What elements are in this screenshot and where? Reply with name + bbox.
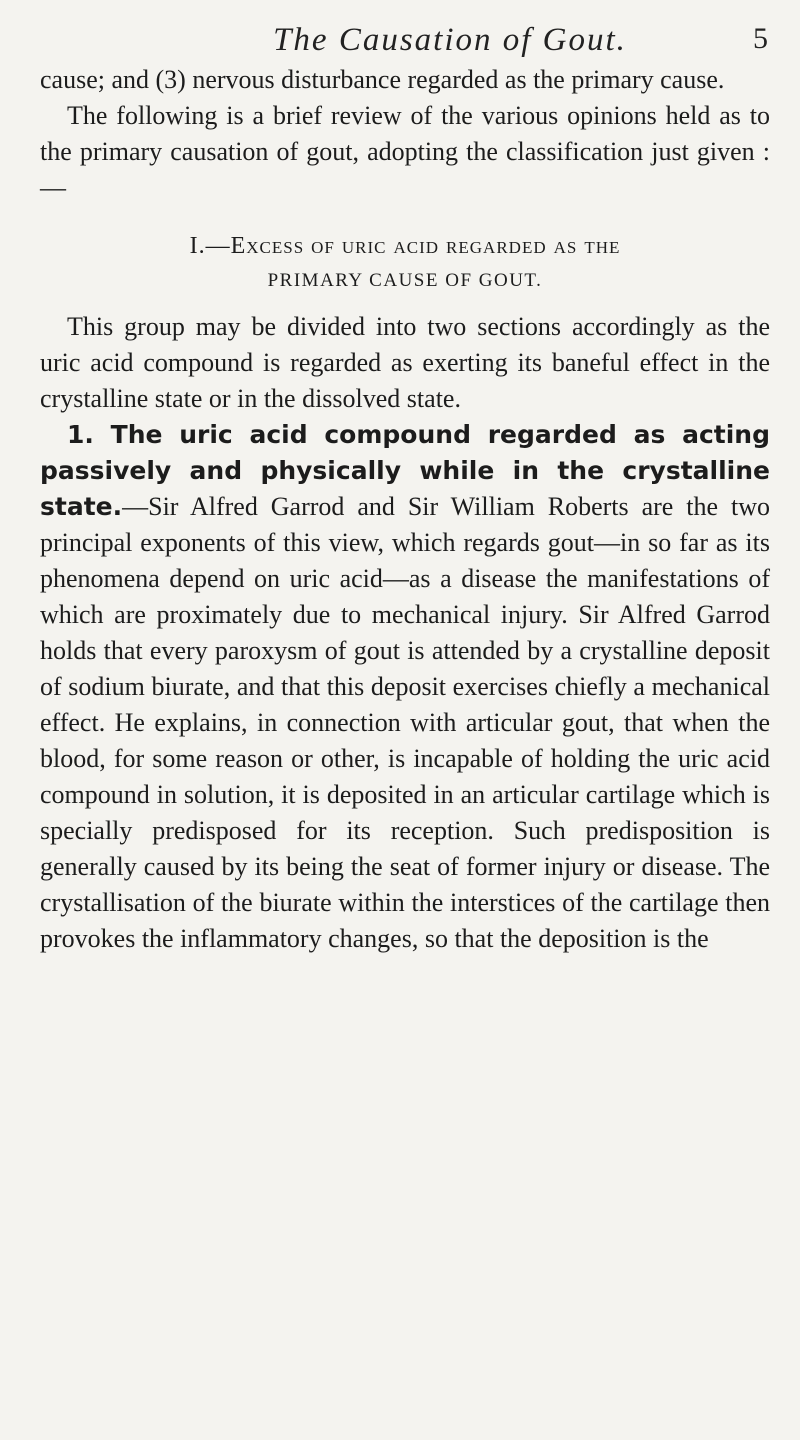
paragraph-review-intro: The following is a brief review of the various opinions held as to the primary causation of gout, adopting the classification just given :— bbox=[40, 101, 770, 202]
paragraph-crystalline-body: —Sir Alfred Garrod and Sir William Roberts are the two principal exponents of this view, which regards gout—in so far as its phenomena depend on uric acid—as a disease the manifestations of which are proximately due to mechanical injury. Sir Alfred Garrod holds that every paroxysm of gout is attended by a crystalline deposit of sodium biurate, and that this deposit exercises chiefly a mechanical effect. He explains, in connection with articular gout, that when the blood, for some reason or other, is incapable of holding the uric acid compound in solution, it is deposited in an articular cartilage which is specially predisposed for its reception. Such predisposition is generally caused by its being the seat of former injury or disease. The crystallisation of the biurate within the interstices of the cartilage then provokes the inflammatory changes, so that the deposition is the bbox=[40, 492, 770, 953]
running-head-title: The Causation of Gout. bbox=[273, 22, 627, 58]
page-number: 5 bbox=[753, 22, 770, 55]
subsection-heading: 1. The uric acid compound regarded as acting passively and physically while in the crystalline state. bbox=[40, 420, 770, 521]
book-page bbox=[40, 22, 770, 957]
paragraph-group-division: This group may be divided into two sections accordingly as the uric acid compound is regarded as exerting its baneful effect in the crystalline state or in the dissolved state. bbox=[40, 312, 770, 413]
running-head bbox=[40, 22, 770, 62]
section-heading-line2: PRIMARY CAUSE OF GOUT. bbox=[267, 270, 543, 291]
section-heading-line1: I.—Excess of uric acid regarded as the bbox=[189, 233, 621, 259]
section-heading bbox=[40, 230, 770, 297]
paragraph-continuation: cause; and (3) nervous disturbance regarded as the primary cause. bbox=[40, 65, 725, 94]
paragraph-crystalline-state bbox=[40, 417, 770, 957]
